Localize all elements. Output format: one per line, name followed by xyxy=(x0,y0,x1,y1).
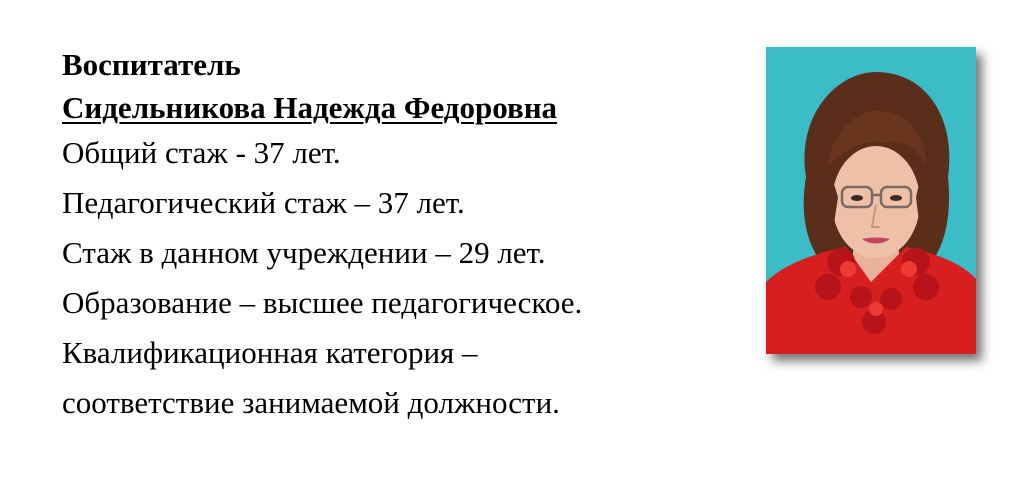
info-line-teaching-experience: Педагогический стаж – 37 лет. xyxy=(62,185,465,220)
portrait-photo xyxy=(766,47,976,354)
info-line-qualification: Квалификационная категория – xyxy=(62,335,478,370)
info-line-institution-experience: Стаж в данном учреждении – 29 лет. xyxy=(62,235,546,270)
info-line-education: Образование – высшее педагогическое. xyxy=(62,285,583,320)
portrait-illustration xyxy=(766,47,976,354)
profile-text xyxy=(62,42,742,428)
info-line-qualification-detail: соответствие занимаемой должности. xyxy=(62,385,560,420)
role-title: Воспитатель xyxy=(62,47,241,82)
info-line-total-experience: Общий стаж - 37 лет. xyxy=(62,135,341,170)
person-name: Сидельникова Надежда Федоровна xyxy=(62,90,558,125)
